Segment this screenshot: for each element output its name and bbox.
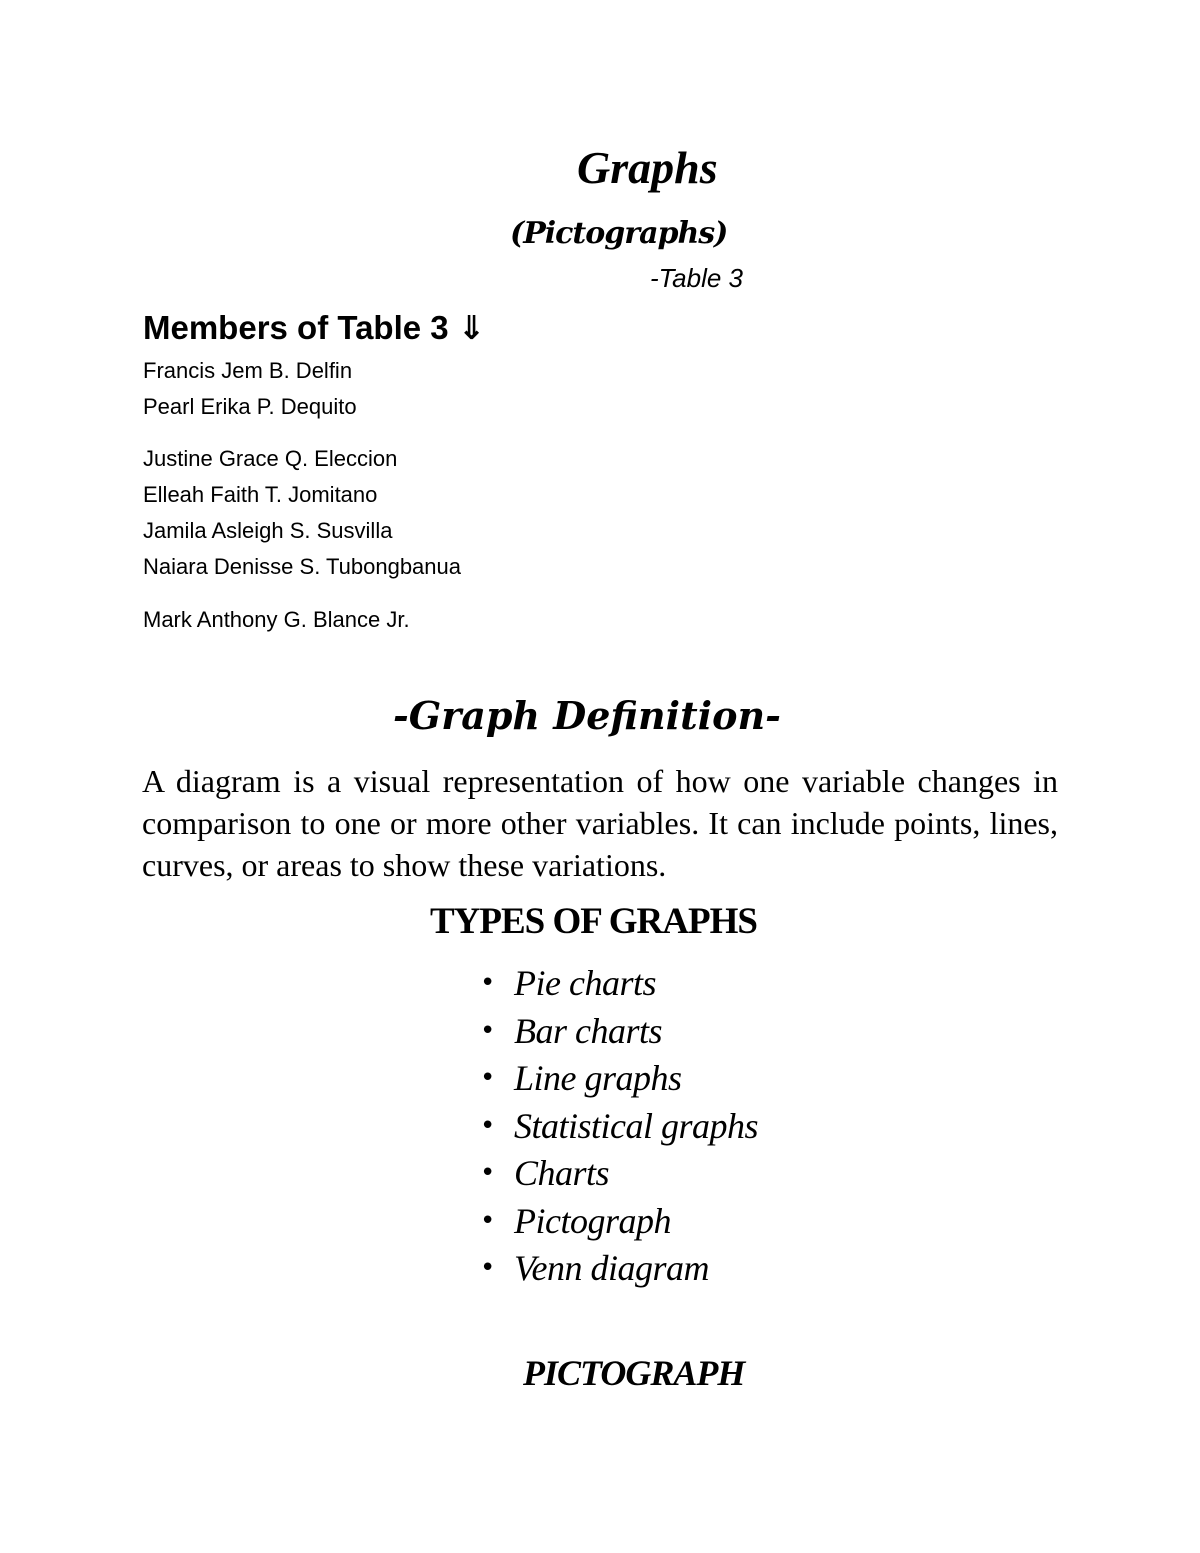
bullet-icon: •: [480, 1158, 496, 1188]
list-item-label: Line graphs: [514, 1058, 682, 1098]
bullet-icon: •: [480, 968, 496, 998]
table-label: -Table 3: [650, 263, 743, 293]
bullet-icon: •: [480, 1063, 496, 1093]
member-name: Jamila Asleigh S. Susvilla: [143, 518, 393, 543]
bullet-icon: •: [480, 1205, 496, 1236]
list-item-label: Pictograph: [514, 1200, 671, 1241]
member-name: Francis Jem B. Delfin: [143, 358, 353, 383]
members-heading: Members of Table 3 ⇓: [143, 309, 486, 346]
list-item-label: Charts: [514, 1153, 610, 1193]
member-name: Justine Grace Q. Eleccion: [143, 446, 398, 471]
member-name: Naiara Denisse S. Tubongbanua: [143, 554, 461, 579]
list-item-label: Venn diagram: [514, 1248, 709, 1288]
bullet-icon: •: [480, 1253, 496, 1283]
member-name: Elleah Faith T. Jomitano: [143, 482, 378, 507]
types-heading: TYPES OF GRAPHS: [430, 901, 757, 942]
document-title: Graphs: [577, 142, 718, 193]
pictograph-heading: PICTOGRAPH: [523, 1353, 745, 1393]
list-item-label: Bar charts: [514, 1010, 662, 1051]
definition-heading: -Graph Definition-: [393, 693, 781, 738]
document-subtitle: (Pictographs): [510, 216, 728, 251]
bullet-icon: •: [480, 1110, 496, 1141]
list-item-label: Pie charts: [514, 963, 656, 1003]
bullet-icon: •: [480, 1015, 496, 1046]
member-name: Mark Anthony G. Blance Jr.: [143, 607, 410, 632]
list-item-label: Statistical graphs: [514, 1105, 759, 1146]
member-name: Pearl Erika P. Dequito: [143, 394, 357, 419]
definition-paragraph: A diagram is a visual representation of how one variable changes in comparison to one or more other variables. It can include points, lines, curves, or areas to show these variations.: [142, 763, 1058, 883]
